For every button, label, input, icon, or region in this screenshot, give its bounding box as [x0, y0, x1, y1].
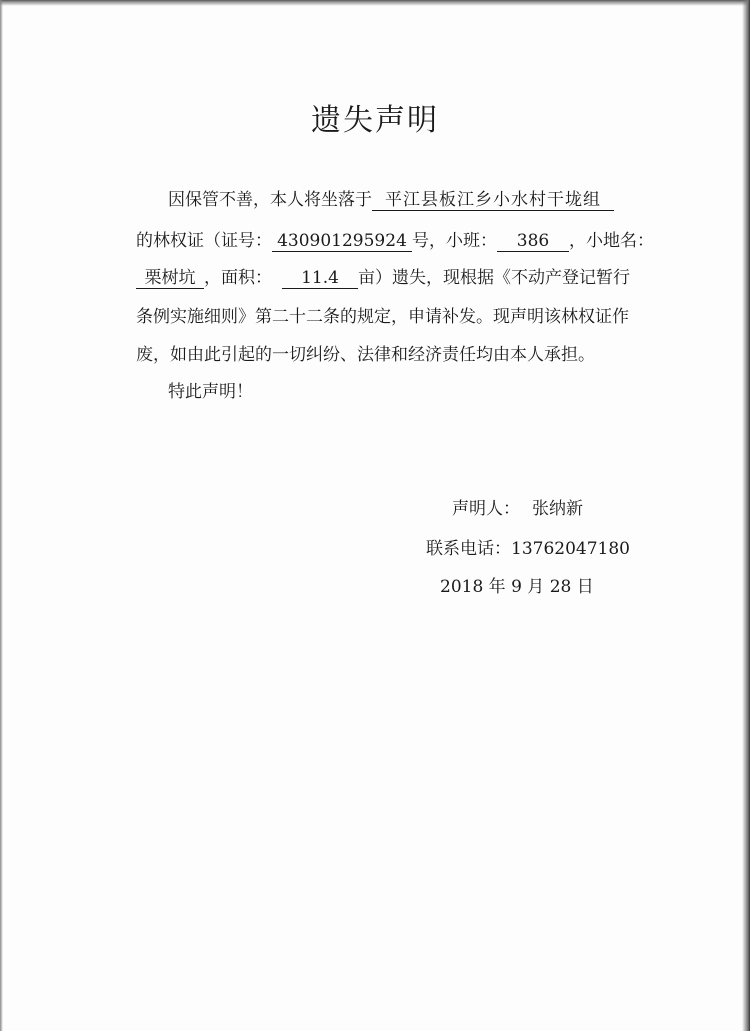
body-line-1 — [168, 188, 614, 212]
area-field: 11.4 — [282, 268, 358, 289]
line1-prefix: 因保管不善，本人将坐落于 — [168, 190, 372, 210]
body-line-2 — [136, 229, 654, 253]
scan-edge-left — [0, 0, 3, 1031]
declarant-label: 声明人： — [452, 499, 520, 519]
closing-text: 特此声明！ — [168, 382, 253, 402]
cert-no-field: 430901295924 — [272, 231, 412, 252]
phone-number: 13762047180 — [511, 539, 630, 559]
date-line: 2018 年 9 月 28 日 — [440, 577, 594, 597]
line3-suffix: 亩）遗失，现根据《不动产登记暂行 — [358, 268, 630, 288]
phone-label: 联系电话： — [426, 539, 511, 559]
document-title: 遗失声明 — [311, 103, 439, 138]
declarant-line — [452, 497, 583, 521]
location-field: 平江县板江乡小水村干垅组 — [372, 190, 614, 211]
place-name-field: 栗树坑 — [136, 268, 204, 289]
line2-mid1: 号，小班： — [412, 231, 497, 251]
body-line-5: 废，如由此引起的一切纠纷、法律和经济责任均由本人承担。 — [136, 345, 595, 365]
line2-mid2: ，小地名： — [569, 231, 654, 251]
phone-line — [426, 537, 630, 561]
body-line-3 — [136, 266, 630, 290]
line3-mid1: ，面积： — [204, 268, 272, 288]
declarant-name: 张纳新 — [532, 499, 583, 519]
body-line-4: 条例实施细则》第二十二条的规定，申请补发。现声明该林权证作 — [136, 307, 629, 327]
sub-class-field: 386 — [497, 231, 569, 252]
line2-prefix: 的林权证（证号： — [136, 231, 272, 251]
scan-edge-top — [0, 0, 750, 6]
scan-edge-right — [742, 0, 750, 1031]
